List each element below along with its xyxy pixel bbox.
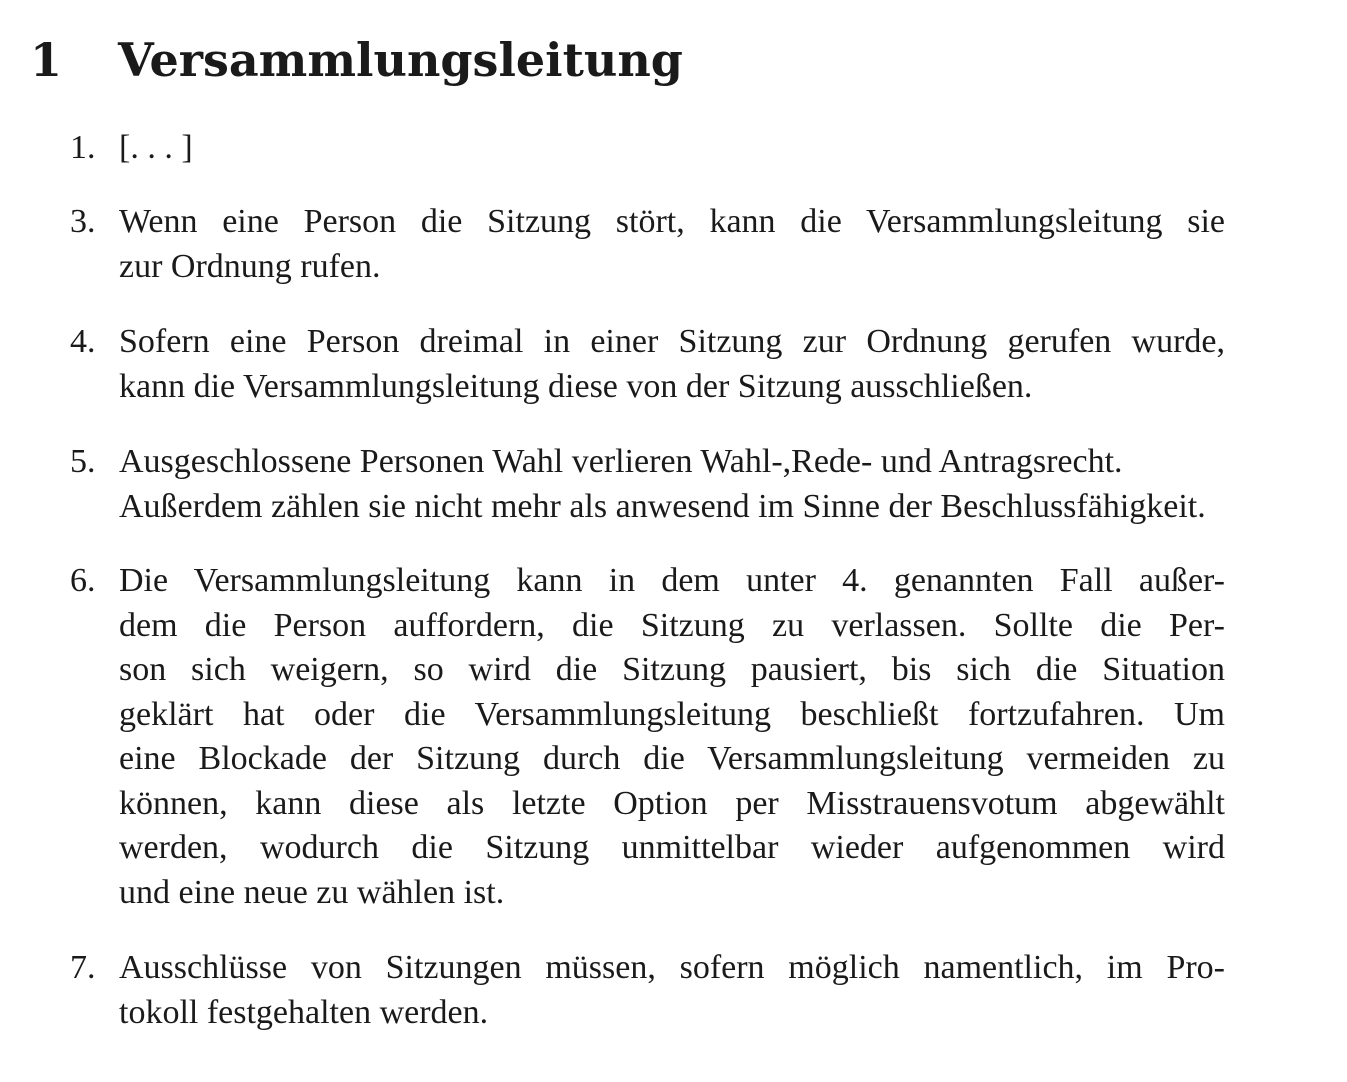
text-line: dem die Person auffordern, die Sitzung zu verlassen. Sollte die Per- [119,606,1225,644]
text-line: [. . . ] [119,129,193,166]
text-line: werden, wodurch die Sitzung unmittelbar wieder aufgenommen wird [119,829,1225,866]
text-line: und eine neue zu wählen ist. [119,873,505,911]
list-item-text [119,320,1225,409]
text-line: son sich weigern, so wird die Sitzung pausiert, bis sich die Situation [119,651,1225,688]
text-line: Die Versammlungsleitung kann in dem unter 4. genannten Fall außer- [119,562,1225,599]
list-item-text [119,559,1225,915]
text-line: Wenn eine Person die Sitzung stört, kann die Versammlungsleitung sie [119,203,1225,240]
text-line: Außerdem zählen sie nicht mehr als anwesend im Sinne der Beschlussfähigkeit. [119,487,1206,525]
list-item-text [119,440,1319,529]
list-item-number: 7. [70,949,96,986]
text-line: können, kann diese als letzte Option per Misstrauensvotum abgewählt [119,784,1225,822]
list-item-number: 5. [70,443,96,480]
list-item-number: 1. [70,129,96,166]
text-line: Ausschlüsse von Sitzungen müssen, sofern möglich namentlich, im Pro- [119,949,1225,986]
list-item-text [119,946,1225,1035]
text-line: kann die Versammlungsleitung diese von der Sitzung ausschließen. [119,367,1033,405]
list-item-text [119,200,1225,289]
section-number: 1 [30,33,63,87]
text-line: Ausgeschlossene Personen Wahl verlieren Wahl-,Rede- und Antragsrecht. [119,443,1123,480]
text-line: zur Ordnung rufen. [119,247,381,285]
text-line: eine Blockade der Sitzung durch die Versammlungsleitung vermeiden zu [119,740,1225,777]
section-title: Versammlungsleitung [118,33,683,87]
text-line: Sofern eine Person dreimal in einer Sitzung zur Ordnung gerufen wurde, [119,323,1225,360]
section-heading [30,28,683,92]
text-line: tokoll festgehalten werden. [119,993,489,1031]
list-item-number: 4. [70,323,96,360]
list-item-number: 6. [70,562,96,599]
text-line: geklärt hat oder die Versammlungsleitung beschließt fortzufahren. Um [119,695,1225,733]
list-item-number: 3. [70,203,96,240]
list-item-text [119,126,1269,171]
